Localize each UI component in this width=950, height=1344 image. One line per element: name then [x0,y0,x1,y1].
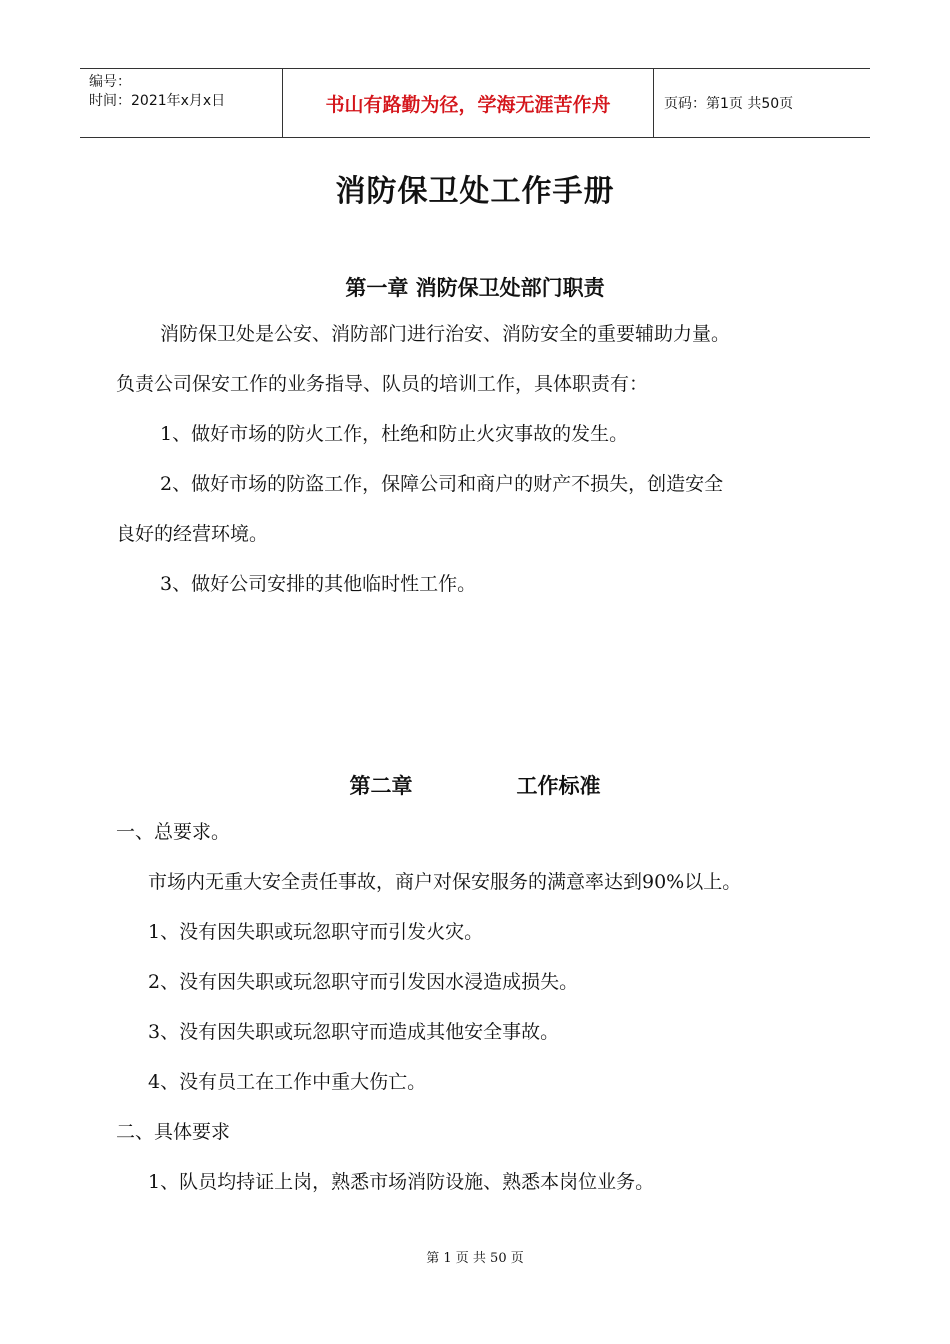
chapter2-heading-title: 工作标准 [516,774,601,798]
header-motto: 书山有路勤为径，学海无涯苦作舟 [282,69,654,137]
section2-title: 二、具体要求 [116,1121,231,1143]
document-header [80,68,870,138]
chapter1-item3: 3、做好公司安排的其他临时性工作。 [160,573,477,595]
requirement-2: 2、没有因失职或玩忽职守而引发因水浸造成损失。 [148,971,579,993]
requirement-1: 1、没有因失职或玩忽职守而引发火灾。 [148,921,484,943]
document-title: 消防保卫处工作手册 [335,174,615,209]
chapter1-item2-line1: 2、做好市场的防盗工作，保障公司和商户的财产不损失，创造安全 [160,473,724,495]
chapter2-heading-number: 第二章 [349,774,413,798]
requirement-3: 3、没有因失职或玩忽职守而造成其他安全事故。 [148,1021,560,1043]
chapter1-item1: 1、做好市场的防火工作，杜绝和防止火灾事故的发生。 [160,423,629,445]
detail-1: 1、队员均持证上岗，熟悉市场消防设施、熟悉本岗位业务。 [148,1171,655,1193]
header-meta [80,69,282,137]
header-page-label: 页码：第1页 共50页 [664,96,794,112]
section1-title: 一、总要求。 [116,821,231,843]
chapter2-heading [0,770,950,800]
chapter1-heading: 第一章 消防保卫处部门职责 [345,276,605,300]
section1-summary: 市场内无重大安全责任事故，商户对保安服务的满意率达到90%以上。 [148,871,742,893]
chapter1-intro-line1: 消防保卫处是公安、消防部门进行治安、消防安全的重要辅助力量。 [160,323,731,345]
chapter1-item2-line2: 良好的经营环境。 [116,523,269,545]
page-footer: 第 1 页 共 50 页 [426,1251,524,1266]
chapter1-intro-line2: 负责公司保安工作的业务指导、队员的培训工作，具体职责有： [116,373,649,395]
date-label: 时间：2021年x月x日 [89,93,226,109]
requirement-4: 4、没有员工在工作中重大伤亡。 [148,1071,427,1093]
number-label: 编号： [89,74,131,90]
